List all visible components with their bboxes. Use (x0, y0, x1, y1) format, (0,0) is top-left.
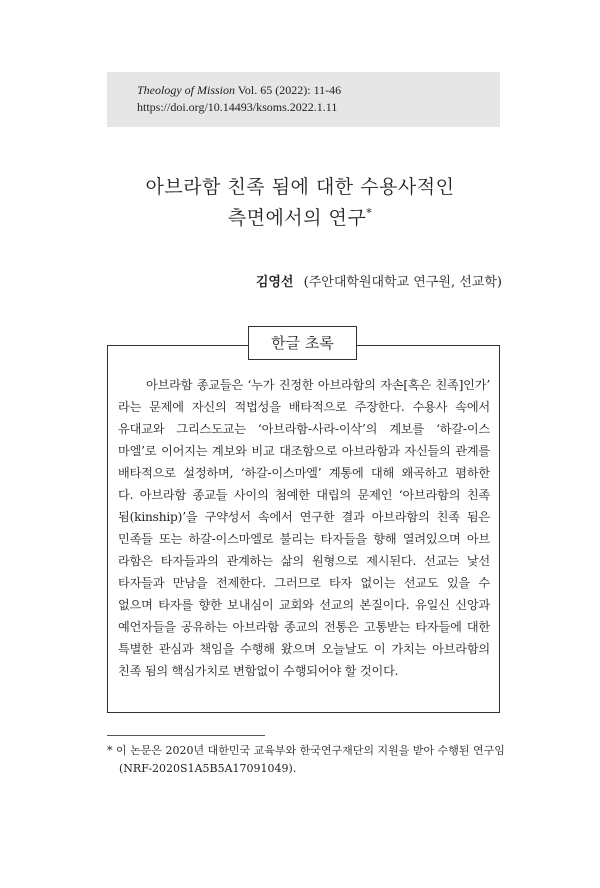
footnote-text-line1: 이 논문은 2020년 대한민국 교육부와 한국연구재단의 지원을 받아 수행된 연구임 (116, 744, 505, 757)
abstract-line: 민족들 또는 하갈-이스마엘로 불리는 타자들을 향해 열려있으며 아브 (118, 532, 490, 546)
abstract-line: 아브라함 종교들은 ‘누가 진정한 아브라함의 자손[혹은 친족]인가’ (146, 378, 490, 392)
journal-name: Theology of Mission (137, 83, 235, 97)
abstract-line: 됨(kinship)’을 구약성서 속에서 연구한 결과 아브라함의 친족 됨은 (118, 510, 490, 524)
footnote-mark: * (107, 744, 113, 757)
footnote-divider (107, 735, 265, 736)
abstract-line: 배타적으로 설정하며, ‘하갈-이스마엘’ 계통에 대해 왜곡하고 폄하한 (118, 466, 490, 480)
title-footnote-mark[interactable]: * (366, 206, 373, 220)
paper-title-text: 측면에서의 연구 (227, 207, 367, 229)
abstract-line: 예언자들을 공유하는 아브라함 종교의 전통은 고통받는 타자들에 대한 (118, 620, 490, 634)
journal-citation (137, 82, 500, 99)
author-line (256, 271, 502, 290)
abstract-text (118, 374, 490, 682)
abstract-line: 마엘’로 이어지는 계보와 비교 대조함으로 아브라함과 자신들의 관계를 (118, 444, 490, 458)
author-affiliation: (주안대학원대학교 연구원, 선교학) (303, 275, 502, 290)
journal-header (107, 72, 500, 127)
abstract-line: 라함은 타자들과의 관계하는 삶의 원형으로 제시된다. 선교는 낯선 (118, 554, 490, 568)
author-name: 김영선 (255, 275, 294, 290)
doi-link[interactable]: https://doi.org/10.14493/ksoms.2022.1.11 (137, 100, 338, 114)
abstract-line: 없으며 타자를 향한 보내심이 교회와 선교의 본질이다. 유일신 신앙과 (118, 598, 490, 612)
paper-title-line2 (0, 203, 600, 230)
abstract-line: 타자들과 만남을 전제한다. 그러므로 타자 없이는 선교도 있을 수 (118, 576, 490, 590)
abstract-line: 친족 됨의 핵심가치로 변함없이 수행되어야 할 것이다. (118, 664, 399, 678)
abstract-line: 라는 문제에 자신의 적법성을 배타적으로 주장한다. 수용사 속에서 (118, 400, 490, 414)
volume-info: Vol. 65 (2022): 11-46 (237, 83, 342, 97)
abstract-line: 다. 아브라함 종교들 사이의 첨예한 대립의 문제인 ‘아브라함의 친족 (118, 488, 490, 502)
paper-title-line1: 아브라함 친족 됨에 대한 수용사적인 (145, 176, 455, 198)
abstract-line: 특별한 관심과 책임을 수행해 왔으며 오늘날도 이 가치는 아브라함의 (118, 642, 490, 656)
footnote-text-line2: (NRF-2020S1A5B5A17091049). (119, 762, 297, 775)
abstract-line: 유대교와 그리스도교는 ‘아브라함-사라-이삭’의 계보를 ‘하갈-이스 (118, 422, 490, 436)
abstract-label: 한글 초록 (248, 326, 357, 360)
footnote (107, 742, 507, 778)
